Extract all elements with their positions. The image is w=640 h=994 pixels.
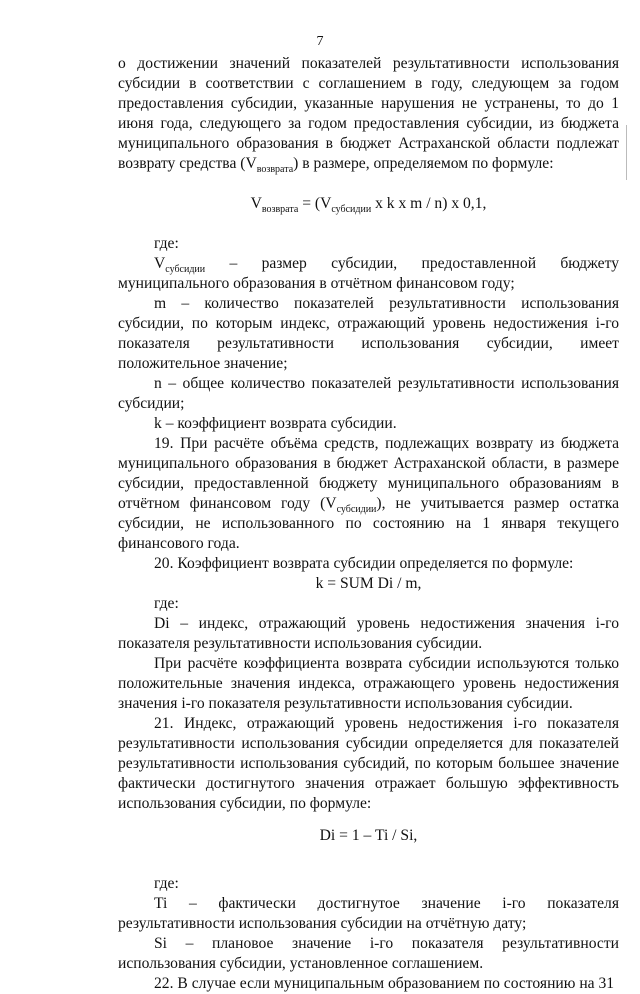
definition-di: Di – индекс, отражающий уровень недостижения значения i-го показателя результативности использования субсидии.	[118, 615, 619, 652]
subscript: возврата	[256, 164, 294, 176]
text: – размер субсидии, предоставленной бюджету муниципального образования в отчётном финансовом году;	[118, 255, 619, 292]
paragraph-21: 21. Индекс, отражающий уровень недостижения i-го показателя результативности использования субсидии определяется для показателей результативности использования субсидий, по которым большее значение фактически достигнутого значения отражает большую эффективность использования субсидии, по формуле:	[118, 715, 619, 812]
paragraph-22: 22. В случае если муниципальным образованием по состоянию на 31	[154, 975, 615, 992]
subscript: возврата	[261, 204, 299, 216]
paragraph-20: 20. Коэффициент возврата субсидии определяется по формуле:	[154, 555, 574, 572]
subscript: субсидии	[336, 504, 377, 516]
text: V	[250, 195, 262, 212]
page-number: 7	[316, 34, 324, 49]
definition-m: m – количество показателей результативности использования субсидии, по которым индекс, отражающий уровень недостижения i-го показателя результативности использования субсидии, имеет положительное значение;	[118, 295, 619, 372]
formula-di: Di = 1 – Ti / Si,	[319, 827, 418, 844]
text: = (V	[298, 195, 332, 212]
paragraph-calc: При расчёте коэффициента возврата субсидии используются только положительные значения индекса, отражающего уровень недостижения значения i-го показателя результативности использования субсидии.	[118, 655, 619, 712]
where-label: где:	[154, 875, 179, 892]
text: x k x m / n) x 0,1,	[371, 195, 487, 212]
definition-v	[118, 254, 619, 294]
text: о достижении значений показателей результативности использования субсидии в соответствии с соглашением в году, следующем за годом предоставления субсидии, указанные нарушения не устранены, то до 1 июня года, следующего за годом предоставления субсидии, из бюджета муниципального образования в бюджет Астраханской области подлежат возврату средства (V	[118, 55, 619, 172]
where-label: где:	[154, 595, 179, 612]
definition-n: n – общее количество показателей результативности использования субсидии;	[118, 375, 619, 412]
definition-k: k – коэффициент возврата субсидии.	[154, 415, 397, 432]
definition-si: Si – плановое значение i-го показателя результативности использования субсидии, установленное соглашением.	[118, 935, 619, 972]
margin-line	[626, 125, 627, 180]
text: V	[154, 255, 166, 272]
paragraph-19	[118, 434, 619, 554]
formula-return	[118, 194, 619, 214]
subscript: субсидии	[331, 204, 372, 216]
text: ), не учитывается размер остатка субсидии, не использованного по состоянию на 1 января текущего финансового года.	[118, 495, 619, 552]
text: ) в размере, определяемом по формуле:	[293, 155, 554, 172]
subscript: субсидии	[165, 264, 206, 276]
where-label: где:	[154, 235, 179, 252]
text: 19. При расчёте объёма средств, подлежащих возврату из бюджета муниципального образования в бюджет Астраханской области, в размере субсидии, предоставленной бюджету муниципального образованиям в отчётном финансовом году (V	[118, 435, 619, 512]
formula-k: k = SUM Di / m,	[315, 575, 422, 592]
paragraph-intro	[118, 54, 619, 174]
document-body	[118, 54, 619, 994]
definition-ti: Ti – фактически достигнутое значение i-го показателя результативности использования субсидии на отчётную дату;	[118, 895, 619, 932]
